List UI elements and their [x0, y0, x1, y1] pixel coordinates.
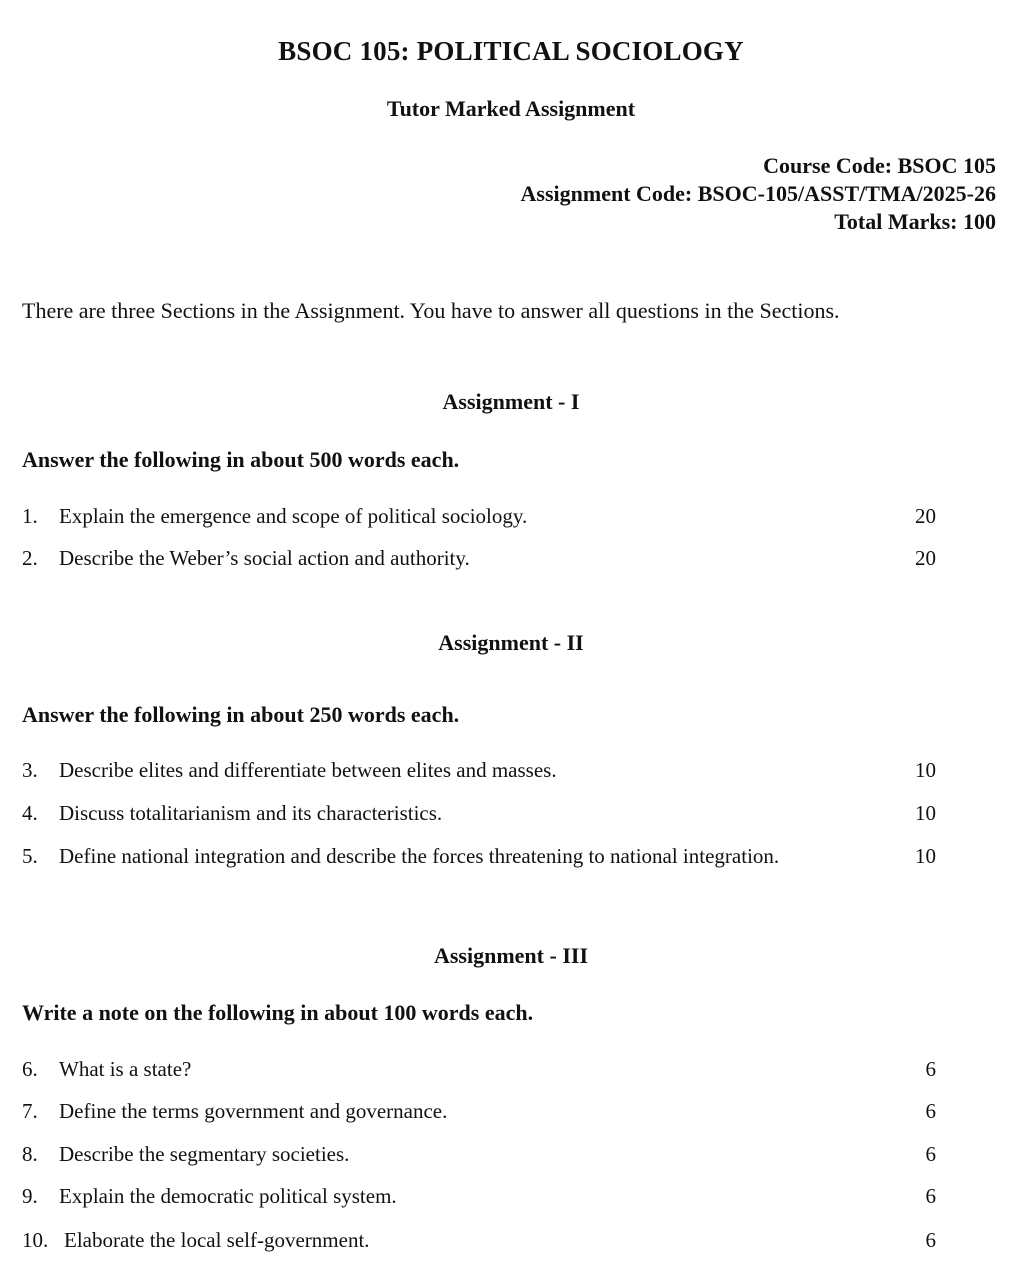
question-text: Discuss totalitarianism and its characteristics. [59, 801, 443, 825]
section-heading-2: Assignment - II [438, 630, 584, 655]
question-marks: 20 [915, 504, 936, 528]
total-marks: Total Marks: 100 [834, 209, 996, 234]
intro-text: There are three Sections in the Assignment. You have to answer all questions in the Sections. [22, 298, 840, 323]
question-text: Elaborate the local self-government. [64, 1228, 370, 1252]
question-text: Explain the democratic political system. [59, 1184, 397, 1208]
question-marks: 6 [925, 1184, 936, 1208]
question-row [22, 1142, 936, 1167]
question-text: Define the terms government and governance. [59, 1099, 448, 1123]
question-number: 2. [22, 546, 38, 570]
question-text: Describe the Weber’s social action and authority. [59, 546, 470, 570]
question-number: 5. [22, 844, 38, 868]
question-text: Define national integration and describe the forces threatening to national integration. [59, 844, 780, 868]
question-row [22, 844, 936, 869]
question-row [22, 801, 936, 826]
question-marks: 10 [915, 801, 936, 825]
question-row [22, 1184, 936, 1209]
question-marks: 20 [915, 546, 936, 570]
section-instruction-3: Write a note on the following in about 100 words each. [22, 1000, 534, 1025]
question-row [22, 1057, 936, 1082]
course-code: Course Code: BSOC 105 [763, 153, 996, 178]
question-row [22, 1228, 936, 1253]
question-text: Describe the segmentary societies. [59, 1142, 350, 1166]
question-text: What is a state? [59, 1057, 192, 1081]
question-number: 4. [22, 801, 38, 825]
question-number: 3. [22, 758, 38, 782]
question-marks: 6 [925, 1142, 936, 1166]
question-number: 6. [22, 1057, 38, 1081]
question-number: 9. [22, 1184, 38, 1208]
question-number: 10. [22, 1228, 49, 1252]
question-marks: 6 [925, 1057, 936, 1081]
section-instruction-1: Answer the following in about 500 words each. [22, 447, 460, 472]
question-text: Describe elites and differentiate between elites and masses. [59, 758, 557, 782]
question-number: 1. [22, 504, 38, 528]
question-row [22, 1099, 936, 1124]
section-instruction-2: Answer the following in about 250 words each. [22, 702, 460, 727]
assignment-code: Assignment Code: BSOC-105/ASST/TMA/2025-26 [520, 181, 996, 206]
question-marks: 10 [915, 844, 936, 868]
question-marks: 6 [925, 1228, 936, 1252]
question-text: Explain the emergence and scope of political sociology. [59, 504, 528, 528]
question-row [22, 504, 936, 529]
section-heading-3: Assignment - III [433, 943, 589, 968]
section-heading-1: Assignment - I [442, 389, 580, 414]
question-number: 7. [22, 1099, 38, 1123]
question-number: 8. [22, 1142, 38, 1166]
document-subtitle: Tutor Marked Assignment [386, 96, 636, 121]
question-row [22, 758, 936, 783]
question-marks: 10 [915, 758, 936, 782]
document-title: BSOC 105: POLITICAL SOCIOLOGY [278, 36, 744, 66]
question-marks: 6 [925, 1099, 936, 1123]
question-row [22, 546, 936, 571]
